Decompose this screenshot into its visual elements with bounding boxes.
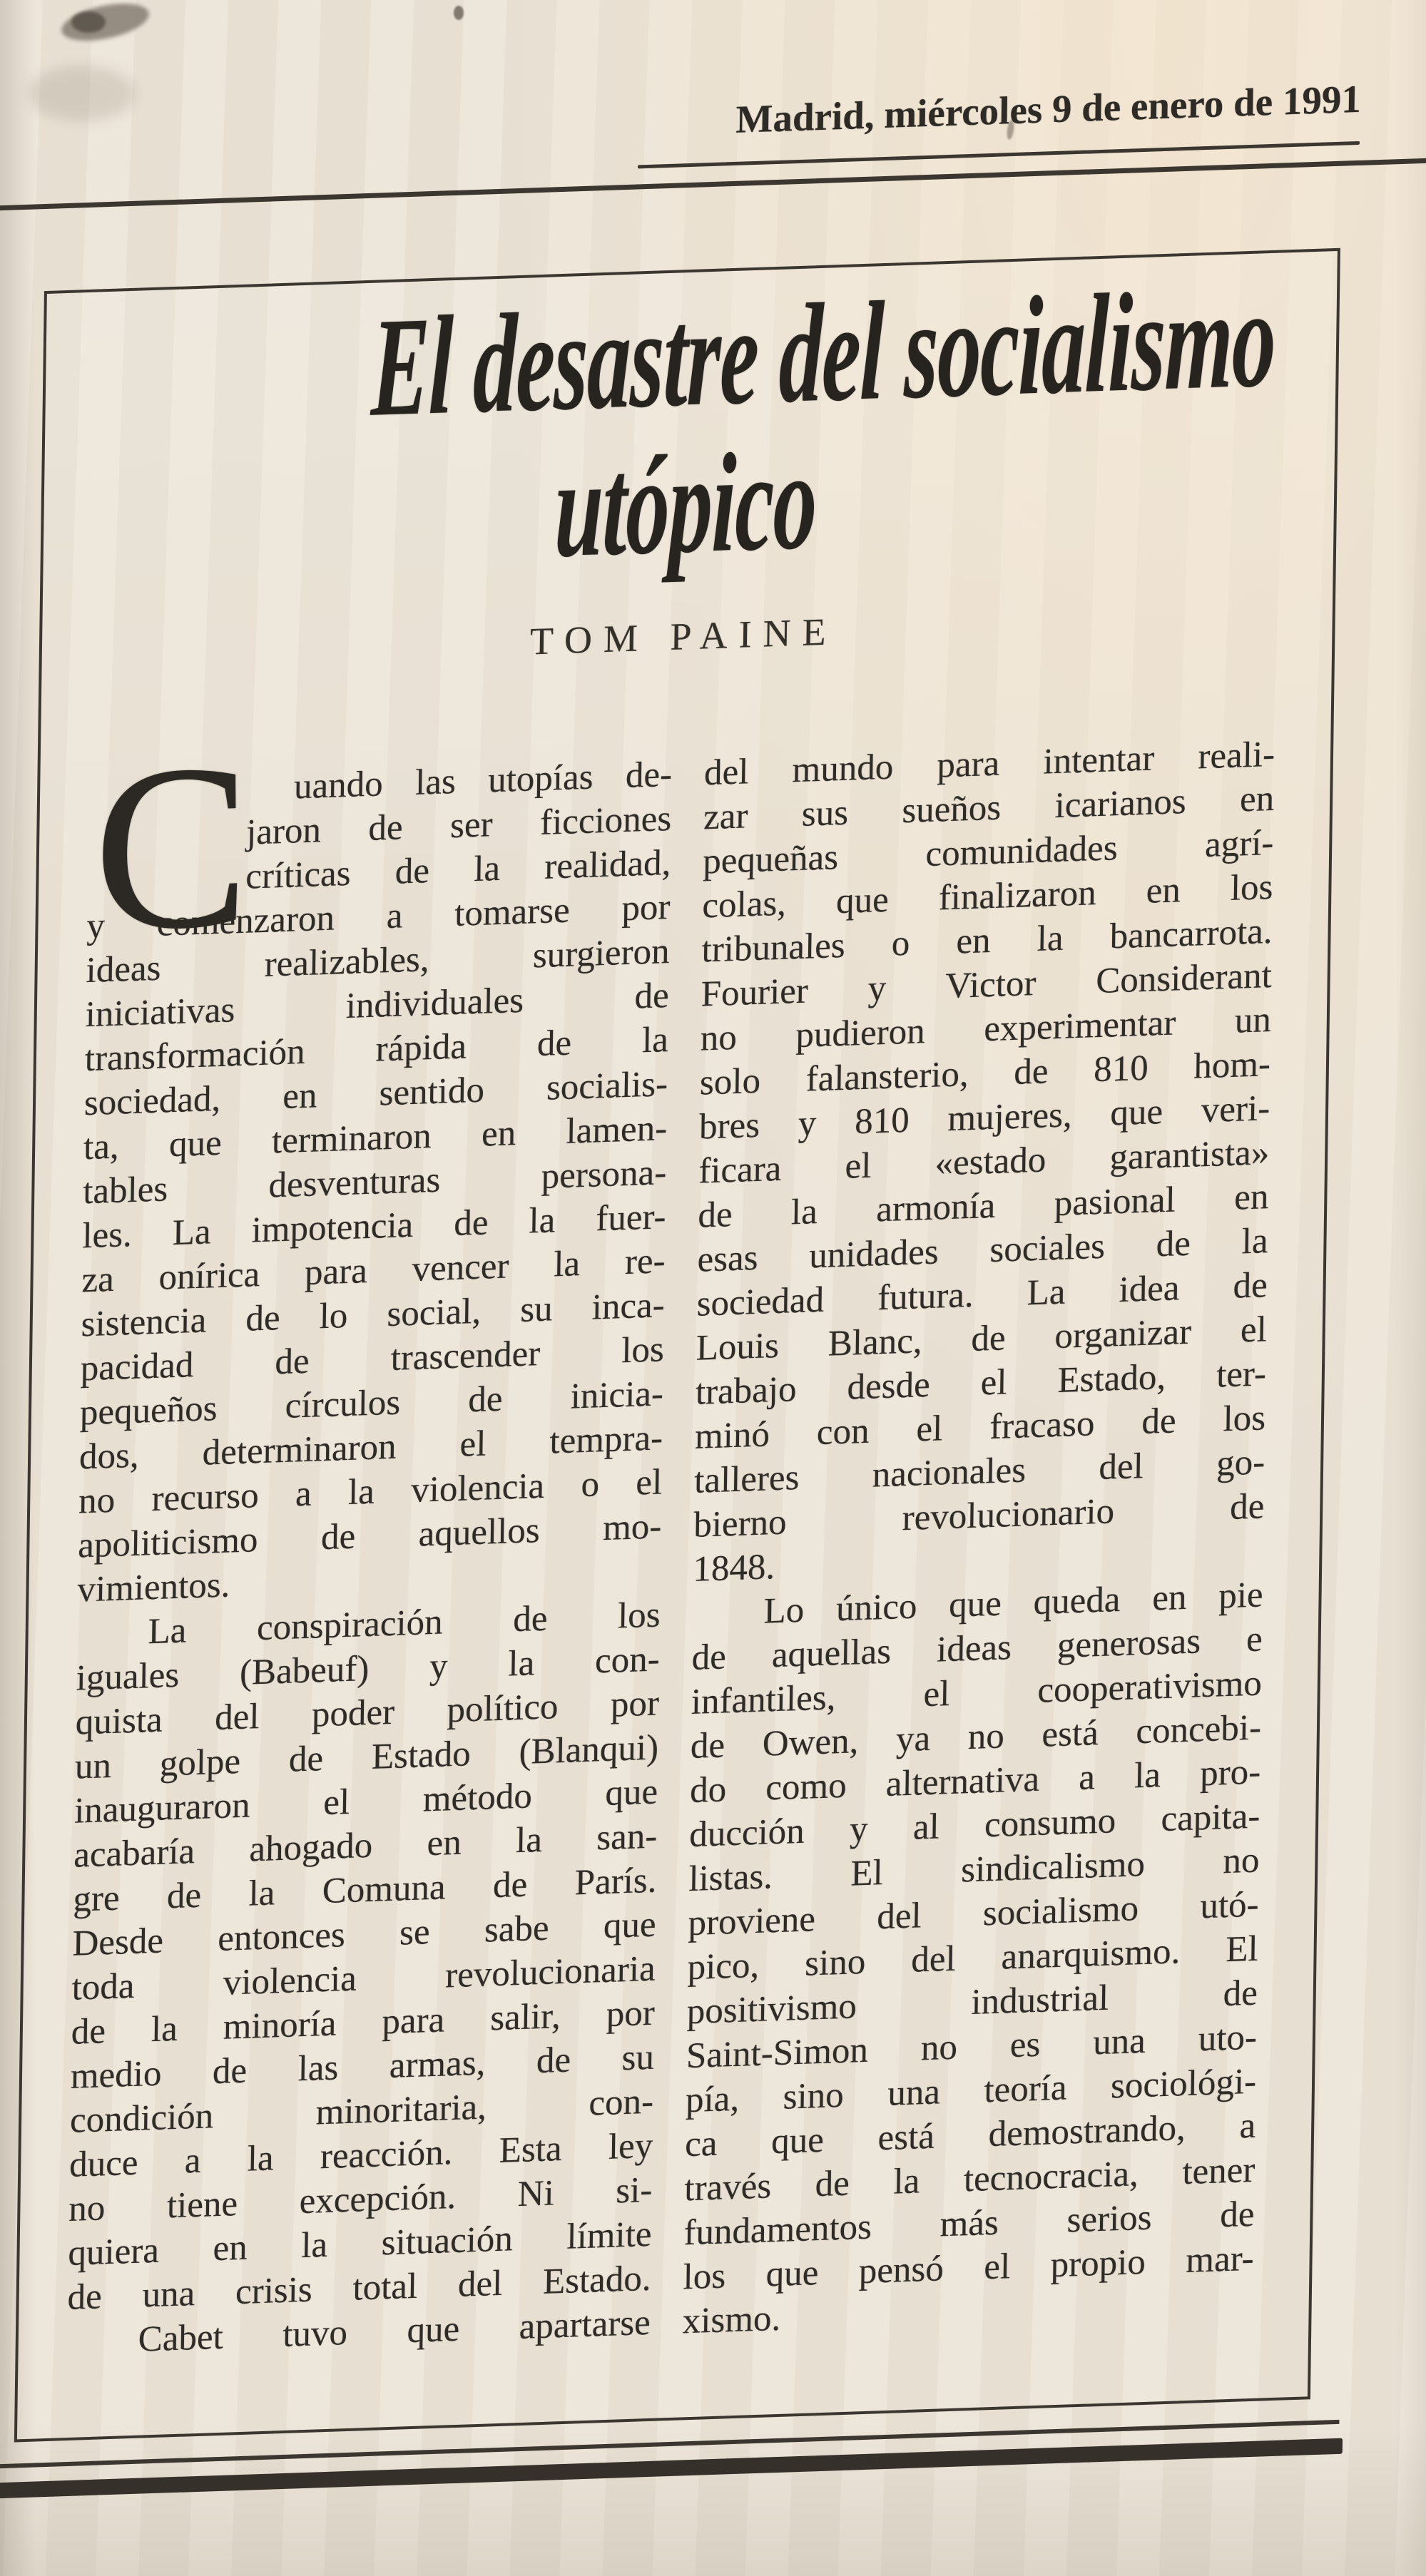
byline: TOM PAINE [529,610,837,663]
text-line: sistencia de lo social, su inca- [81,1285,666,1345]
title-line: utópico [554,421,818,587]
text-line: sociedad, en sentido socialis- [83,1064,668,1124]
text-line: de la minoría para salir, por [71,1993,656,2053]
text-line: medio de las armas, de su [70,2037,655,2097]
text-line: pacidad de trascender los [80,1329,665,1389]
article-columns [66,715,1275,2364]
text-line: La conspiración de los [148,1595,661,1652]
text-line: y comenzaron a tomarse por [86,886,671,947]
text-line: de Owen, ya no está concebi- [690,1707,1262,1767]
text-line: través de la tecnocracia, tener [683,2150,1256,2209]
column-right [682,732,1275,2344]
text-line: quista del poder político por [75,1683,660,1743]
text-line: transformación rápida de la [84,1020,669,1080]
text-line: pequeñas comunidades agrí- [702,822,1274,882]
text-line: bierno revolucionario de [693,1486,1265,1545]
text-line: de una crisis total del Estado. [67,2258,652,2319]
text-line: ta, que terminaron en lamen- [83,1108,668,1168]
text-line: fundamentos más serios de [683,2194,1255,2254]
text-line: bres y 810 mujeres, que veri- [698,1088,1270,1148]
text-line: Cabet tuvo que apartarse [138,2302,651,2360]
text-line: no pudieron experimentar un [700,1000,1272,1059]
article-title [91,259,1282,598]
text-line: 1848. [693,1547,775,1590]
text-line: do como alternativa a la pro- [689,1752,1261,1811]
text-line: quiera en la situación límite [68,2214,652,2274]
text-line: colas, que finalizaron en los [702,867,1273,926]
text-line: toda violencia revolucionaria [71,1948,656,2008]
text-line: Desde entonces se sabe que [72,1904,656,1964]
text-line: iniciativas individuales de [85,976,670,1036]
text-line: pía, sino una teoría sociológi- [685,2061,1257,2121]
text-line: zar sus sueños icarianos en [703,778,1275,838]
text-line: del mundo para intentar reali- [703,734,1275,794]
dropcap-letter: C [91,715,253,981]
text-line: les. La impotencia de la fuer- [82,1197,666,1257]
text-line: los que pensó el propio mar- [683,2238,1255,2298]
text-line: proviene del socialismo utó- [688,1884,1259,1944]
text-line: inauguraron el método que [73,1772,658,1831]
text-line: ficara el «estado garantista» [698,1133,1270,1192]
text-line: talleres nacionales del go- [693,1442,1265,1501]
text-line: minó con el fracaso de los [694,1398,1266,1457]
text-line: apoliticismo de aquellos mo- [77,1506,662,1566]
text-line: ideas realizables, surgieron [86,931,671,991]
text-line: gre de la Comuna de París. [73,1860,657,1920]
text-line: de la armonía pasional en [698,1177,1269,1236]
paragraph [77,715,673,1612]
text-line: tribunales o en la bancarrota. [701,911,1273,971]
text-line: sociedad futura. La idea de [696,1265,1268,1324]
text-line: vimientos. [77,1565,230,1610]
text-line: za onírica para vencer la re- [81,1241,666,1301]
text-line: Saint-Simon no es una uto- [686,2017,1258,2077]
text-line: pequeños círculos de inicia- [79,1374,664,1433]
text-line: esas unidades sociales de la [697,1221,1268,1280]
text-line: no tiene excepción. Ni si- [68,2169,653,2229]
text-line: dos, determinaron el tempra- [78,1418,663,1478]
text-line: ducción y al consumo capita- [688,1796,1261,1856]
text-line: de aquellas ideas generosas e [691,1619,1263,1678]
text-line: listas. El sindicalismo no [688,1840,1260,1900]
text-line: ca que está demostrando, a [684,2105,1256,2165]
text-line: Fourier y Victor Considerant [701,955,1273,1015]
text-line: trabajo desde el Estado, ter- [695,1354,1267,1413]
text-line: no recurso a la violencia o el [78,1462,663,1522]
bottom-rule-thick [0,2438,1343,2499]
paragraph [67,1593,661,2320]
text-line: pico, sino del anarquismo. El [687,1928,1259,1988]
article-box [14,248,1340,2443]
text-line: críticas de la realidad, [245,842,671,897]
text-line: jaron de ser ficciones [245,798,672,853]
text-line: condición minoritaria, con- [69,2081,654,2141]
text-line: tables desventuras persona- [82,1152,667,1212]
text-line: uando las utopías de- [293,754,673,807]
dateline: Madrid, miércoles 9 de enero de 1991 [735,76,1362,141]
text-line: Lo único que queda en pie [763,1575,1264,1632]
paragraph [682,1573,1263,2344]
text-line: infantiles, el cooperativismo [691,1663,1263,1723]
paragraph [693,732,1275,1592]
text-line: solo falansterio, de 810 hom- [699,1044,1271,1103]
text-line: xismo. [682,2298,781,2342]
column-left [66,715,673,2364]
text-line: duce a la reacción. Esta ley [68,2125,653,2185]
text-line: un golpe de Estado (Blanqui) [74,1727,659,1787]
title-line: El desastre del socialismo [370,259,1276,446]
text-line: acabaría ahogado en la san- [73,1816,658,1876]
text-line: positivismo industrial de [686,1973,1258,2033]
text-line: Louis Blanc, de organizar el [696,1309,1268,1369]
text-line: iguales (Babeuf) y la con- [76,1639,661,1699]
